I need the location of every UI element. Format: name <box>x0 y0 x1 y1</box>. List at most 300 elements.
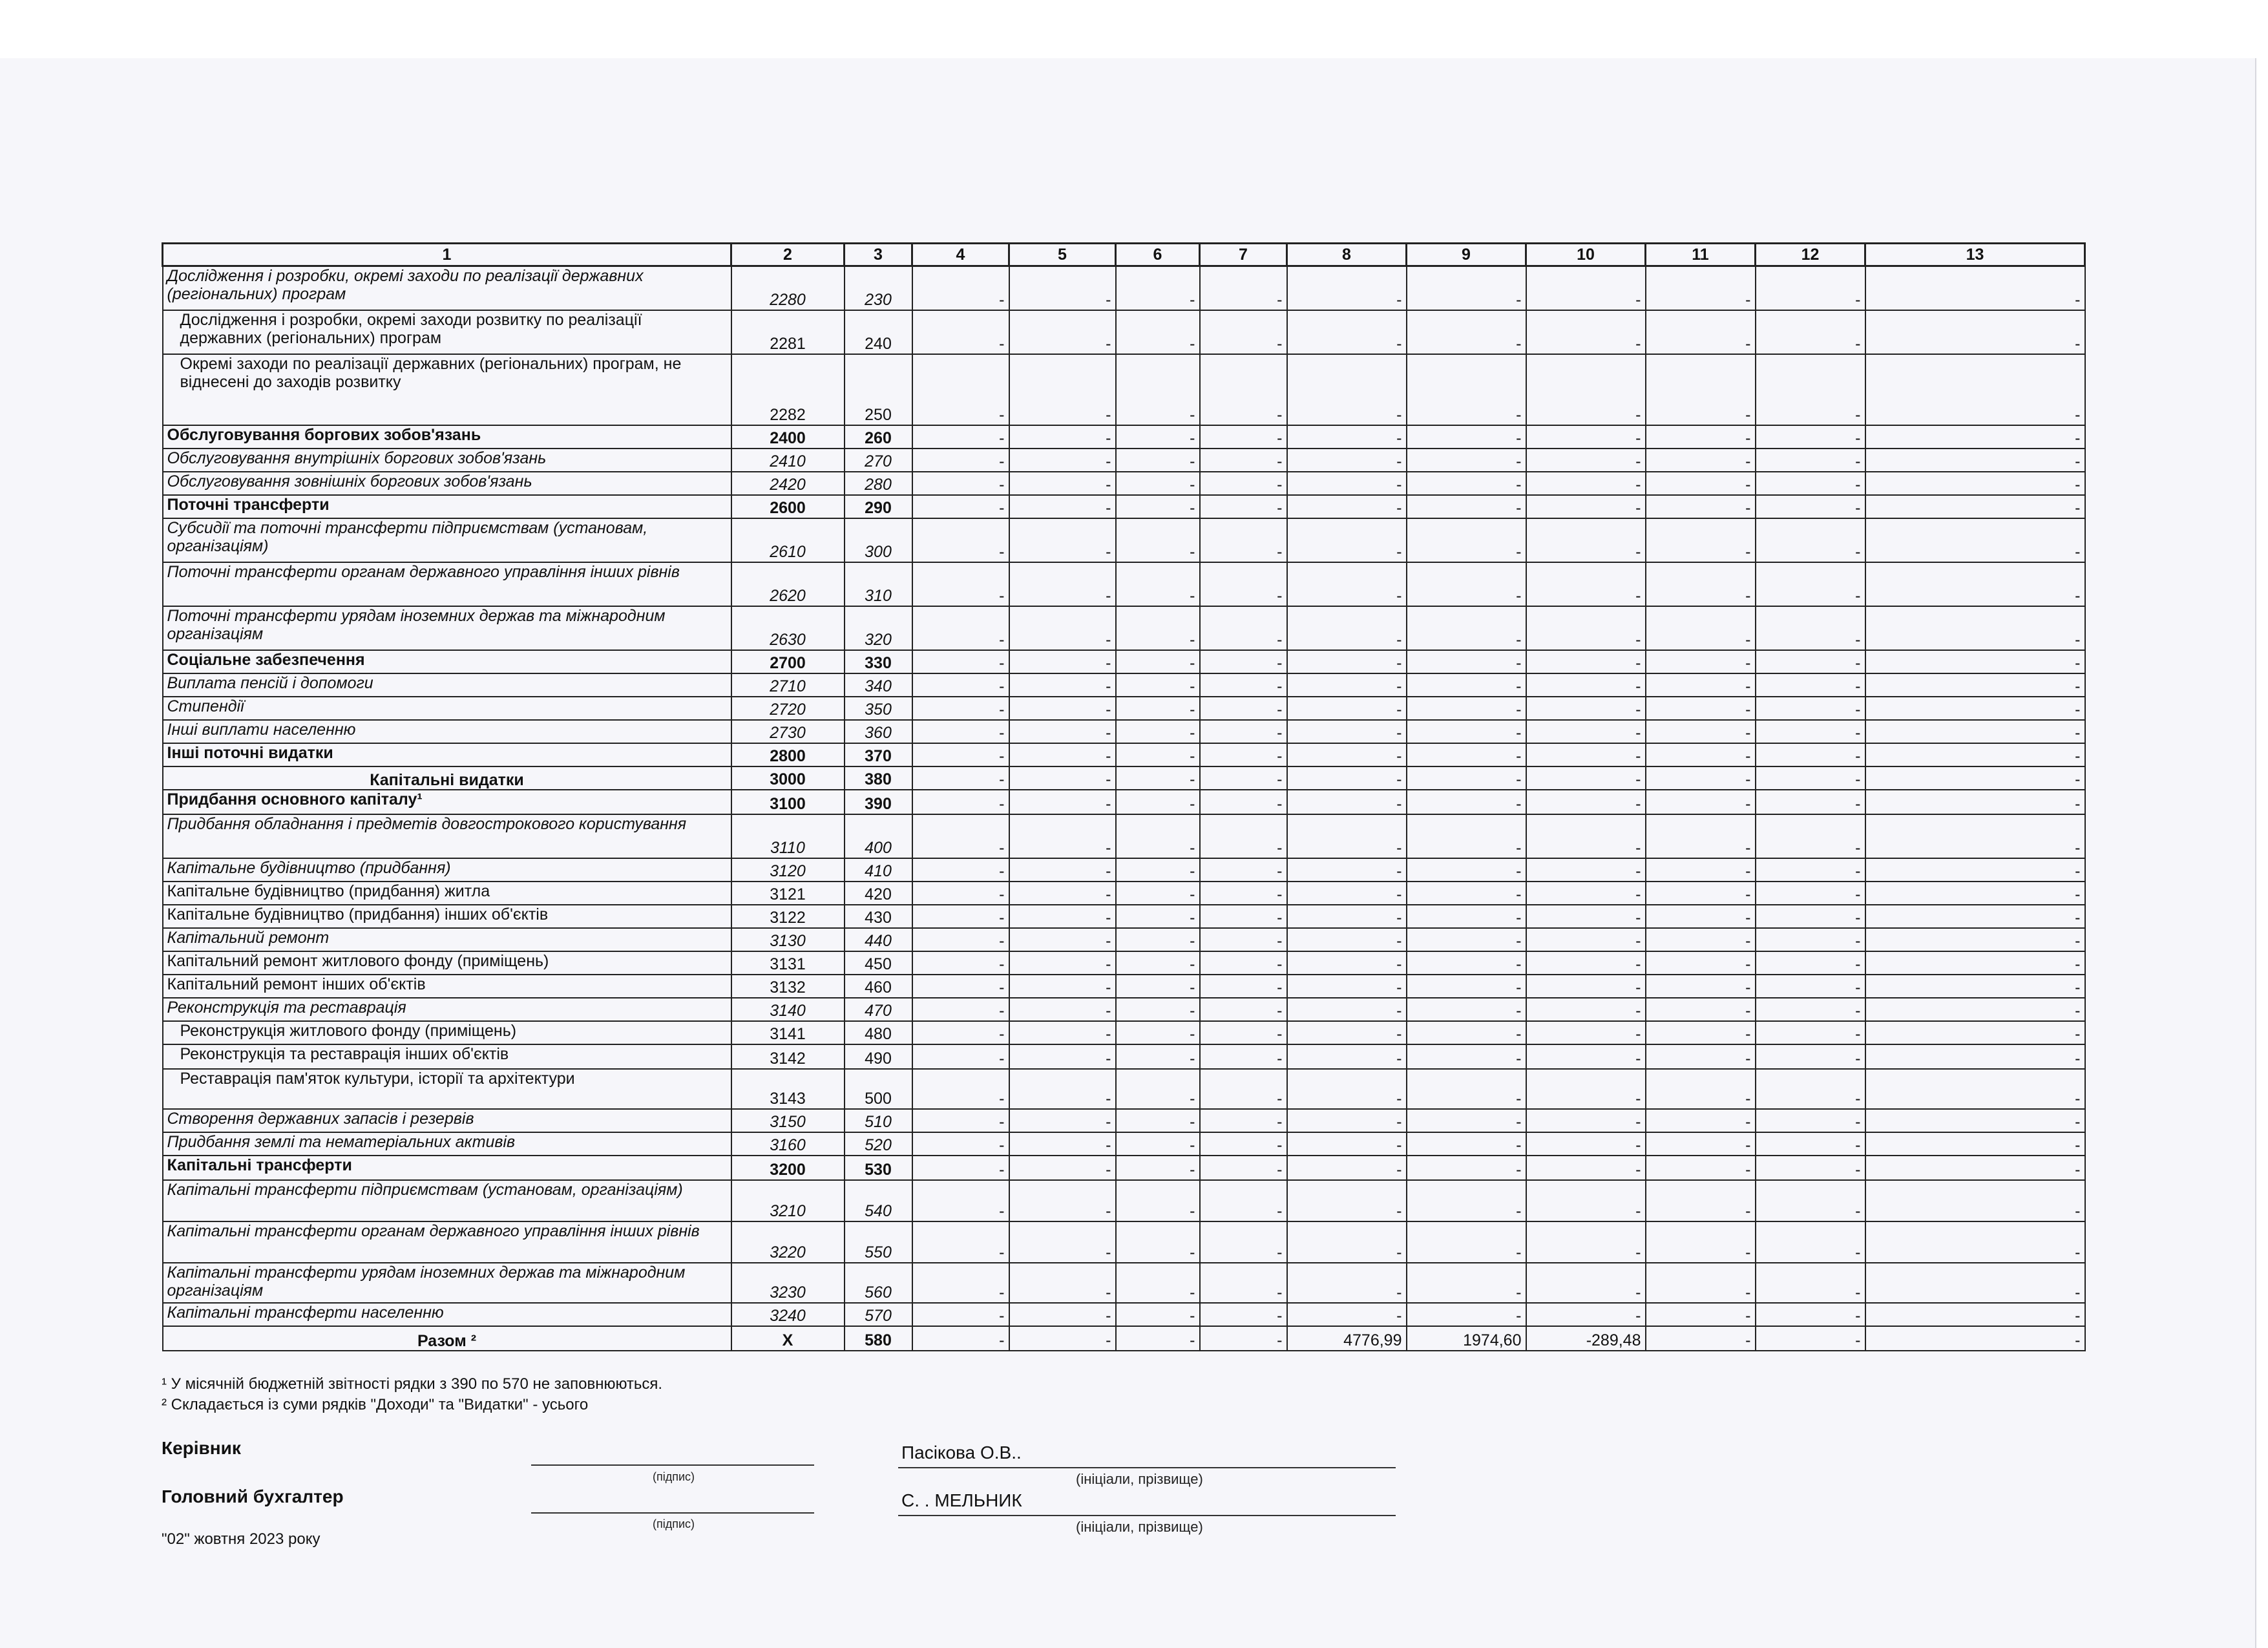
row-label: Виплата пенсій і допомоги <box>163 673 731 697</box>
cell-col-10: - <box>1526 518 1646 562</box>
column-header-9: 9 <box>1407 244 1526 266</box>
cell-col-10: -289,48 <box>1526 1326 1646 1351</box>
row-code: 3230 <box>731 1263 845 1303</box>
cell-col-13: - <box>1865 673 2085 697</box>
cell-col-11: - <box>1646 882 1756 905</box>
table-row <box>163 650 2085 673</box>
cell-col-13: - <box>1865 882 2085 905</box>
row-label: Капітальне будівництво (придбання) <box>163 858 731 882</box>
accountant-label: Головний бухгалтер <box>162 1486 344 1506</box>
table-row <box>163 1109 2085 1132</box>
cell-col-5: - <box>1009 814 1116 858</box>
row-code: X <box>731 1326 845 1351</box>
row-code: 2281 <box>731 310 845 354</box>
cell-col-7: - <box>1200 310 1287 354</box>
cell-col-12: - <box>1756 518 1865 562</box>
row-line-number: 520 <box>845 1132 912 1156</box>
cell-col-7: - <box>1200 905 1287 928</box>
cell-col-4: - <box>912 1303 1009 1326</box>
cell-col-4: - <box>912 472 1009 495</box>
cell-col-12: - <box>1756 905 1865 928</box>
cell-col-13: - <box>1865 650 2085 673</box>
cell-col-11: - <box>1646 354 1756 425</box>
cell-col-10: - <box>1526 495 1646 518</box>
cell-col-9: - <box>1407 1303 1526 1326</box>
head-sign-caption: (підпис) <box>653 1470 695 1483</box>
cell-col-4: - <box>912 1180 1009 1221</box>
cell-col-7: - <box>1200 720 1287 743</box>
row-code: 2630 <box>731 606 845 650</box>
cell-col-4: - <box>912 1263 1009 1303</box>
cell-col-12: - <box>1756 998 1865 1021</box>
cell-col-7: - <box>1200 790 1287 814</box>
row-code: 3220 <box>731 1221 845 1263</box>
cell-col-13: - <box>1865 495 2085 518</box>
row-label: Створення державних запасів і резервів <box>163 1109 731 1132</box>
row-line-number: 260 <box>845 425 912 449</box>
row-line-number: 550 <box>845 1221 912 1263</box>
cell-col-8: - <box>1287 697 1407 720</box>
row-label: Окремі заходи по реалізації державних (регіональних) програм, не віднесені до заходів розвитку <box>163 354 731 425</box>
table-row <box>163 518 2085 562</box>
cell-col-7: - <box>1200 673 1287 697</box>
cell-col-13: - <box>1865 266 2085 310</box>
table-row <box>163 766 2085 790</box>
table-row <box>163 606 2085 650</box>
cell-col-7: - <box>1200 266 1287 310</box>
cell-col-6: - <box>1116 606 1200 650</box>
cell-col-12: - <box>1756 1303 1865 1326</box>
cell-col-12: - <box>1756 1069 1865 1109</box>
cell-col-10: - <box>1526 1132 1646 1156</box>
row-label: Капітальний ремонт житлового фонду (приміщень) <box>163 951 731 975</box>
cell-col-13: - <box>1865 951 2085 975</box>
row-line-number: 350 <box>845 697 912 720</box>
cell-col-10: - <box>1526 449 1646 472</box>
accountant-sign-caption: (підпис) <box>653 1517 695 1530</box>
accountant-signature-line <box>531 1512 814 1514</box>
row-line-number: 360 <box>845 720 912 743</box>
cell-col-5: - <box>1009 858 1116 882</box>
cell-col-13: - <box>1865 425 2085 449</box>
row-code: 3210 <box>731 1180 845 1221</box>
column-number-row <box>163 244 2085 266</box>
cell-col-4: - <box>912 858 1009 882</box>
row-line-number: 380 <box>845 766 912 790</box>
column-header-12: 12 <box>1756 244 1865 266</box>
cell-col-10: - <box>1526 814 1646 858</box>
cell-col-6: - <box>1116 1326 1200 1351</box>
cell-col-11: - <box>1646 1156 1756 1180</box>
cell-col-8: - <box>1287 1132 1407 1156</box>
cell-col-11: - <box>1646 1069 1756 1109</box>
cell-col-10: - <box>1526 928 1646 951</box>
cell-col-7: - <box>1200 1109 1287 1132</box>
cell-col-7: - <box>1200 814 1287 858</box>
cell-col-6: - <box>1116 1132 1200 1156</box>
cell-col-5: - <box>1009 998 1116 1021</box>
cell-col-10: - <box>1526 354 1646 425</box>
cell-col-4: - <box>912 673 1009 697</box>
cell-col-5: - <box>1009 1132 1116 1156</box>
cell-col-4: - <box>912 766 1009 790</box>
cell-col-13: - <box>1865 354 2085 425</box>
row-code: 2620 <box>731 562 845 606</box>
cell-col-9: - <box>1407 449 1526 472</box>
cell-col-7: - <box>1200 495 1287 518</box>
cell-col-8: - <box>1287 673 1407 697</box>
cell-col-12: - <box>1756 766 1865 790</box>
row-line-number: 300 <box>845 518 912 562</box>
cell-col-4: - <box>912 975 1009 998</box>
cell-col-7: - <box>1200 951 1287 975</box>
cell-col-10: - <box>1526 1221 1646 1263</box>
cell-col-5: - <box>1009 650 1116 673</box>
cell-col-5: - <box>1009 1021 1116 1044</box>
cell-col-5: - <box>1009 882 1116 905</box>
cell-col-4: - <box>912 606 1009 650</box>
cell-col-11: - <box>1646 858 1756 882</box>
cell-col-11: - <box>1646 1303 1756 1326</box>
cell-col-9: - <box>1407 354 1526 425</box>
table-row <box>163 998 2085 1021</box>
cell-col-9: - <box>1407 1180 1526 1221</box>
cell-col-9: - <box>1407 1221 1526 1263</box>
cell-col-8: 4776,99 <box>1287 1326 1407 1351</box>
cell-col-13: - <box>1865 743 2085 766</box>
cell-col-4: - <box>912 1109 1009 1132</box>
row-code: 3000 <box>731 766 845 790</box>
cell-col-13: - <box>1865 1263 2085 1303</box>
row-code: 2610 <box>731 518 845 562</box>
table-row <box>163 951 2085 975</box>
cell-col-6: - <box>1116 518 1200 562</box>
cell-col-13: - <box>1865 928 2085 951</box>
cell-col-8: - <box>1287 1263 1407 1303</box>
column-header-7: 7 <box>1200 244 1287 266</box>
cell-col-10: - <box>1526 743 1646 766</box>
cell-col-8: - <box>1287 814 1407 858</box>
cell-col-5: - <box>1009 472 1116 495</box>
row-line-number: 560 <box>845 1263 912 1303</box>
cell-col-13: - <box>1865 1221 2085 1263</box>
cell-col-4: - <box>912 449 1009 472</box>
cell-col-11: - <box>1646 673 1756 697</box>
cell-col-5: - <box>1009 790 1116 814</box>
table-row <box>163 975 2085 998</box>
cell-col-10: - <box>1526 606 1646 650</box>
cell-col-4: - <box>912 905 1009 928</box>
cell-col-7: - <box>1200 928 1287 951</box>
cell-col-10: - <box>1526 673 1646 697</box>
cell-col-5: - <box>1009 1109 1116 1132</box>
cell-col-11: - <box>1646 1109 1756 1132</box>
cell-col-11: - <box>1646 1044 1756 1069</box>
cell-col-10: - <box>1526 766 1646 790</box>
table-row <box>163 720 2085 743</box>
row-label: Капітальне будівництво (придбання) інших об'єктів <box>163 905 731 928</box>
cell-col-12: - <box>1756 720 1865 743</box>
cell-col-7: - <box>1200 1303 1287 1326</box>
cell-col-9: - <box>1407 882 1526 905</box>
cell-col-9: - <box>1407 650 1526 673</box>
row-line-number: 540 <box>845 1180 912 1221</box>
cell-col-7: - <box>1200 1021 1287 1044</box>
cell-col-13: - <box>1865 998 2085 1021</box>
cell-col-8: - <box>1287 1109 1407 1132</box>
cell-col-8: - <box>1287 743 1407 766</box>
row-line-number: 530 <box>845 1156 912 1180</box>
row-code: 3110 <box>731 814 845 858</box>
row-line-number: 330 <box>845 650 912 673</box>
cell-col-9: - <box>1407 1132 1526 1156</box>
cell-col-11: - <box>1646 495 1756 518</box>
cell-col-7: - <box>1200 1156 1287 1180</box>
cell-col-13: - <box>1865 562 2085 606</box>
accountant-name-line <box>898 1515 1396 1516</box>
cell-col-12: - <box>1756 472 1865 495</box>
cell-col-4: - <box>912 743 1009 766</box>
cell-col-11: - <box>1646 975 1756 998</box>
row-label: Разом ² <box>163 1326 731 1351</box>
cell-col-5: - <box>1009 1326 1116 1351</box>
cell-col-11: - <box>1646 1326 1756 1351</box>
table-row <box>163 1021 2085 1044</box>
cell-col-4: - <box>912 1156 1009 1180</box>
cell-col-4: - <box>912 495 1009 518</box>
cell-col-7: - <box>1200 1132 1287 1156</box>
cell-col-6: - <box>1116 310 1200 354</box>
table-row <box>163 562 2085 606</box>
cell-col-13: - <box>1865 606 2085 650</box>
cell-col-13: - <box>1865 1109 2085 1132</box>
cell-col-11: - <box>1646 1132 1756 1156</box>
cell-col-7: - <box>1200 882 1287 905</box>
row-label: Поточні трансферти органам державного управління інших рівнів <box>163 562 731 606</box>
cell-col-4: - <box>912 998 1009 1021</box>
column-header-8: 8 <box>1287 244 1407 266</box>
row-label: Придбання основного капіталу¹ <box>163 790 731 814</box>
row-line-number: 270 <box>845 449 912 472</box>
cell-col-8: - <box>1287 449 1407 472</box>
row-code: 2720 <box>731 697 845 720</box>
cell-col-13: - <box>1865 1303 2085 1326</box>
cell-col-12: - <box>1756 1021 1865 1044</box>
cell-col-9: - <box>1407 518 1526 562</box>
cell-col-13: - <box>1865 1180 2085 1221</box>
cell-col-13: - <box>1865 1132 2085 1156</box>
column-header-1: 1 <box>163 244 731 266</box>
cell-col-11: - <box>1646 928 1756 951</box>
table-row <box>163 1326 2085 1351</box>
cell-col-4: - <box>912 790 1009 814</box>
table-row <box>163 1044 2085 1069</box>
cell-col-12: - <box>1756 1156 1865 1180</box>
cell-col-10: - <box>1526 472 1646 495</box>
row-label: Реконструкція та реставрація <box>163 998 731 1021</box>
cell-col-10: - <box>1526 998 1646 1021</box>
cell-col-7: - <box>1200 697 1287 720</box>
cell-col-12: - <box>1756 882 1865 905</box>
row-code: 3141 <box>731 1021 845 1044</box>
cell-col-9: - <box>1407 720 1526 743</box>
cell-col-5: - <box>1009 673 1116 697</box>
cell-col-12: - <box>1756 1180 1865 1221</box>
row-label: Дослідження і розробки, окремі заходи розвитку по реалізації державних (регіональних) програм <box>163 310 731 354</box>
cell-col-9: - <box>1407 766 1526 790</box>
cell-col-7: - <box>1200 1263 1287 1303</box>
cell-col-7: - <box>1200 766 1287 790</box>
table-row <box>163 814 2085 858</box>
row-code: 2400 <box>731 425 845 449</box>
cell-col-12: - <box>1756 1263 1865 1303</box>
cell-col-11: - <box>1646 266 1756 310</box>
cell-col-13: - <box>1865 905 2085 928</box>
cell-col-6: - <box>1116 858 1200 882</box>
cell-col-11: - <box>1646 449 1756 472</box>
cell-col-7: - <box>1200 606 1287 650</box>
table-row <box>163 472 2085 495</box>
cell-col-7: - <box>1200 1069 1287 1109</box>
cell-col-8: - <box>1287 1069 1407 1109</box>
cell-col-12: - <box>1756 425 1865 449</box>
cell-col-4: - <box>912 697 1009 720</box>
cell-col-11: - <box>1646 472 1756 495</box>
row-line-number: 230 <box>845 266 912 310</box>
cell-col-8: - <box>1287 1180 1407 1221</box>
row-line-number: 570 <box>845 1303 912 1326</box>
row-label: Капітальні видатки <box>163 766 731 790</box>
cell-col-4: - <box>912 814 1009 858</box>
cell-col-8: - <box>1287 1044 1407 1069</box>
cell-col-7: - <box>1200 449 1287 472</box>
column-header-2: 2 <box>731 244 845 266</box>
cell-col-10: - <box>1526 858 1646 882</box>
cell-col-8: - <box>1287 998 1407 1021</box>
cell-col-13: - <box>1865 310 2085 354</box>
cell-col-5: - <box>1009 562 1116 606</box>
cell-col-10: - <box>1526 1021 1646 1044</box>
column-header-11: 11 <box>1646 244 1756 266</box>
table-row <box>163 928 2085 951</box>
row-line-number: 490 <box>845 1044 912 1069</box>
cell-col-7: - <box>1200 1326 1287 1351</box>
cell-col-12: - <box>1756 1326 1865 1351</box>
cell-col-6: - <box>1116 495 1200 518</box>
cell-col-5: - <box>1009 928 1116 951</box>
cell-col-11: - <box>1646 650 1756 673</box>
cell-col-4: - <box>912 1221 1009 1263</box>
row-label: Капітальні трансферти органам державного управління інших рівнів <box>163 1221 731 1263</box>
cell-col-10: - <box>1526 951 1646 975</box>
cell-col-13: - <box>1865 858 2085 882</box>
row-label: Соціальне забезпечення <box>163 650 731 673</box>
cell-col-4: - <box>912 518 1009 562</box>
cell-col-4: - <box>912 1132 1009 1156</box>
row-code: 2800 <box>731 743 845 766</box>
cell-col-9: - <box>1407 606 1526 650</box>
cell-col-9: - <box>1407 1156 1526 1180</box>
cell-col-11: - <box>1646 998 1756 1021</box>
row-line-number: 440 <box>845 928 912 951</box>
cell-col-6: - <box>1116 1180 1200 1221</box>
cell-col-5: - <box>1009 425 1116 449</box>
row-line-number: 320 <box>845 606 912 650</box>
cell-col-12: - <box>1756 928 1865 951</box>
row-code: 2710 <box>731 673 845 697</box>
cell-col-10: - <box>1526 905 1646 928</box>
cell-col-6: - <box>1116 975 1200 998</box>
cell-col-4: - <box>912 882 1009 905</box>
row-line-number: 420 <box>845 882 912 905</box>
table-row <box>163 697 2085 720</box>
cell-col-8: - <box>1287 1303 1407 1326</box>
cell-col-9: 1974,60 <box>1407 1326 1526 1351</box>
table-row <box>163 354 2085 425</box>
cell-col-13: - <box>1865 1021 2085 1044</box>
cell-col-5: - <box>1009 310 1116 354</box>
cell-col-9: - <box>1407 1021 1526 1044</box>
cell-col-5: - <box>1009 1156 1116 1180</box>
cell-col-8: - <box>1287 606 1407 650</box>
column-header-5: 5 <box>1009 244 1116 266</box>
row-code: 3143 <box>731 1069 845 1109</box>
accountant-name: С. . МЕЛЬНИК <box>901 1490 1022 1510</box>
cell-col-12: - <box>1756 814 1865 858</box>
cell-col-6: - <box>1116 905 1200 928</box>
cell-col-5: - <box>1009 606 1116 650</box>
cell-col-12: - <box>1756 354 1865 425</box>
cell-col-4: - <box>912 928 1009 951</box>
cell-col-12: - <box>1756 449 1865 472</box>
cell-col-9: - <box>1407 1109 1526 1132</box>
cell-col-9: - <box>1407 905 1526 928</box>
row-line-number: 510 <box>845 1109 912 1132</box>
head-signature-line <box>531 1464 814 1466</box>
row-label: Дослідження і розробки, окремі заходи по реалізації державних (регіональних) програм <box>163 266 731 310</box>
row-label: Обслуговування зовнішніх боргових зобов'язань <box>163 472 731 495</box>
row-line-number: 340 <box>845 673 912 697</box>
table-row <box>163 1069 2085 1109</box>
cell-col-5: - <box>1009 354 1116 425</box>
cell-col-7: - <box>1200 650 1287 673</box>
cell-col-12: - <box>1756 606 1865 650</box>
cell-col-4: - <box>912 1326 1009 1351</box>
table-row <box>163 790 2085 814</box>
cell-col-6: - <box>1116 720 1200 743</box>
row-code: 3150 <box>731 1109 845 1132</box>
cell-col-13: - <box>1865 1044 2085 1069</box>
row-label: Капітальний ремонт інших об'єктів <box>163 975 731 998</box>
cell-col-10: - <box>1526 1109 1646 1132</box>
cell-col-7: - <box>1200 354 1287 425</box>
cell-col-11: - <box>1646 743 1756 766</box>
row-label: Реконструкція та реставрація інших об'єктів <box>163 1044 731 1069</box>
cell-col-8: - <box>1287 310 1407 354</box>
cell-col-12: - <box>1756 1044 1865 1069</box>
cell-col-8: - <box>1287 650 1407 673</box>
cell-col-13: - <box>1865 720 2085 743</box>
cell-col-10: - <box>1526 266 1646 310</box>
cell-col-6: - <box>1116 697 1200 720</box>
row-line-number: 500 <box>845 1069 912 1109</box>
column-header-4: 4 <box>912 244 1009 266</box>
cell-col-10: - <box>1526 1044 1646 1069</box>
cell-col-13: - <box>1865 790 2085 814</box>
cell-col-6: - <box>1116 673 1200 697</box>
cell-col-10: - <box>1526 1263 1646 1303</box>
cell-col-6: - <box>1116 1044 1200 1069</box>
